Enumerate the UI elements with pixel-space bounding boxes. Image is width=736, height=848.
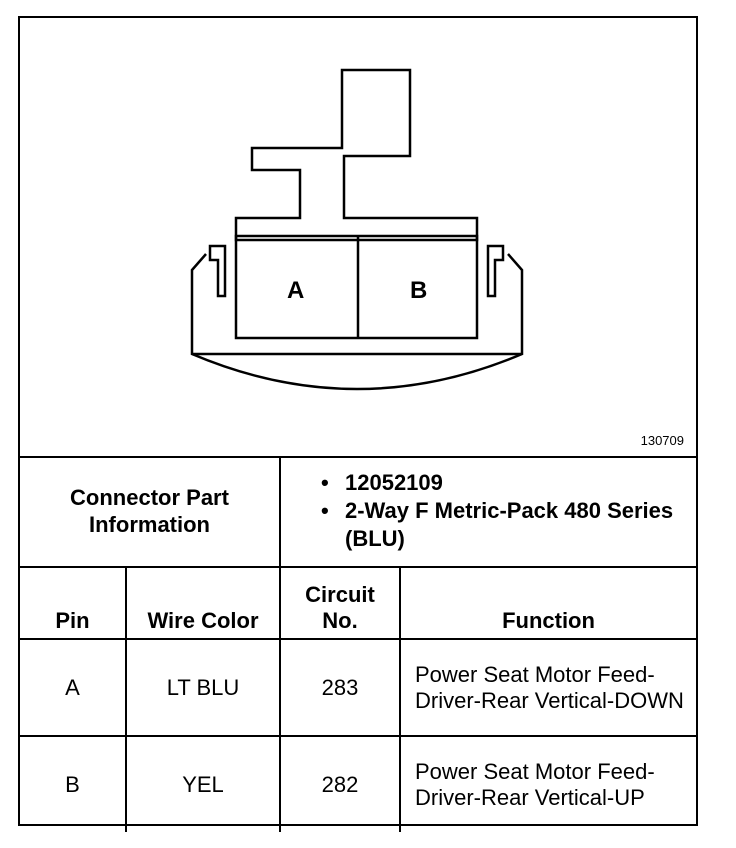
header-pin: Pin (20, 567, 126, 639)
connector-diagram (20, 18, 696, 458)
figure-id: 130709 (640, 433, 684, 448)
header-function: Function (400, 567, 696, 639)
header-wire-color: Wire Color (126, 567, 280, 639)
connector-sheet (18, 16, 698, 826)
pin-b-label: B (410, 277, 428, 304)
row-wire-color: LT BLU (126, 639, 280, 736)
row-pin: A (20, 639, 126, 736)
header-circuit: Circuit No. (280, 567, 400, 639)
row-function: Power Seat Motor Feed-Driver-Rear Vertical-DOWN (400, 639, 696, 736)
left-clip (210, 246, 225, 296)
table-row (20, 639, 696, 736)
connector-description: • 2-Way F Metric-Pack 480 Series (BLU) (321, 497, 692, 553)
pin-a-label: A (287, 277, 305, 304)
row-circuit: 282 (280, 736, 400, 832)
row-pin: B (20, 736, 126, 832)
table-row (20, 736, 696, 832)
row-wire-color: YEL (126, 736, 280, 832)
connector-table (20, 456, 696, 832)
row-function: Power Seat Motor Feed-Driver-Rear Vertical-UP (400, 736, 696, 832)
connector-info-label: Connector Part Information (20, 456, 280, 567)
right-clip (488, 246, 503, 296)
row-circuit: 283 (280, 639, 400, 736)
connector-info-list (280, 456, 696, 567)
pin-cavity-box (236, 236, 477, 338)
connector-latch (236, 70, 477, 240)
connector-part-number: • 12052109 (321, 469, 692, 497)
connector-drawing (20, 18, 696, 456)
